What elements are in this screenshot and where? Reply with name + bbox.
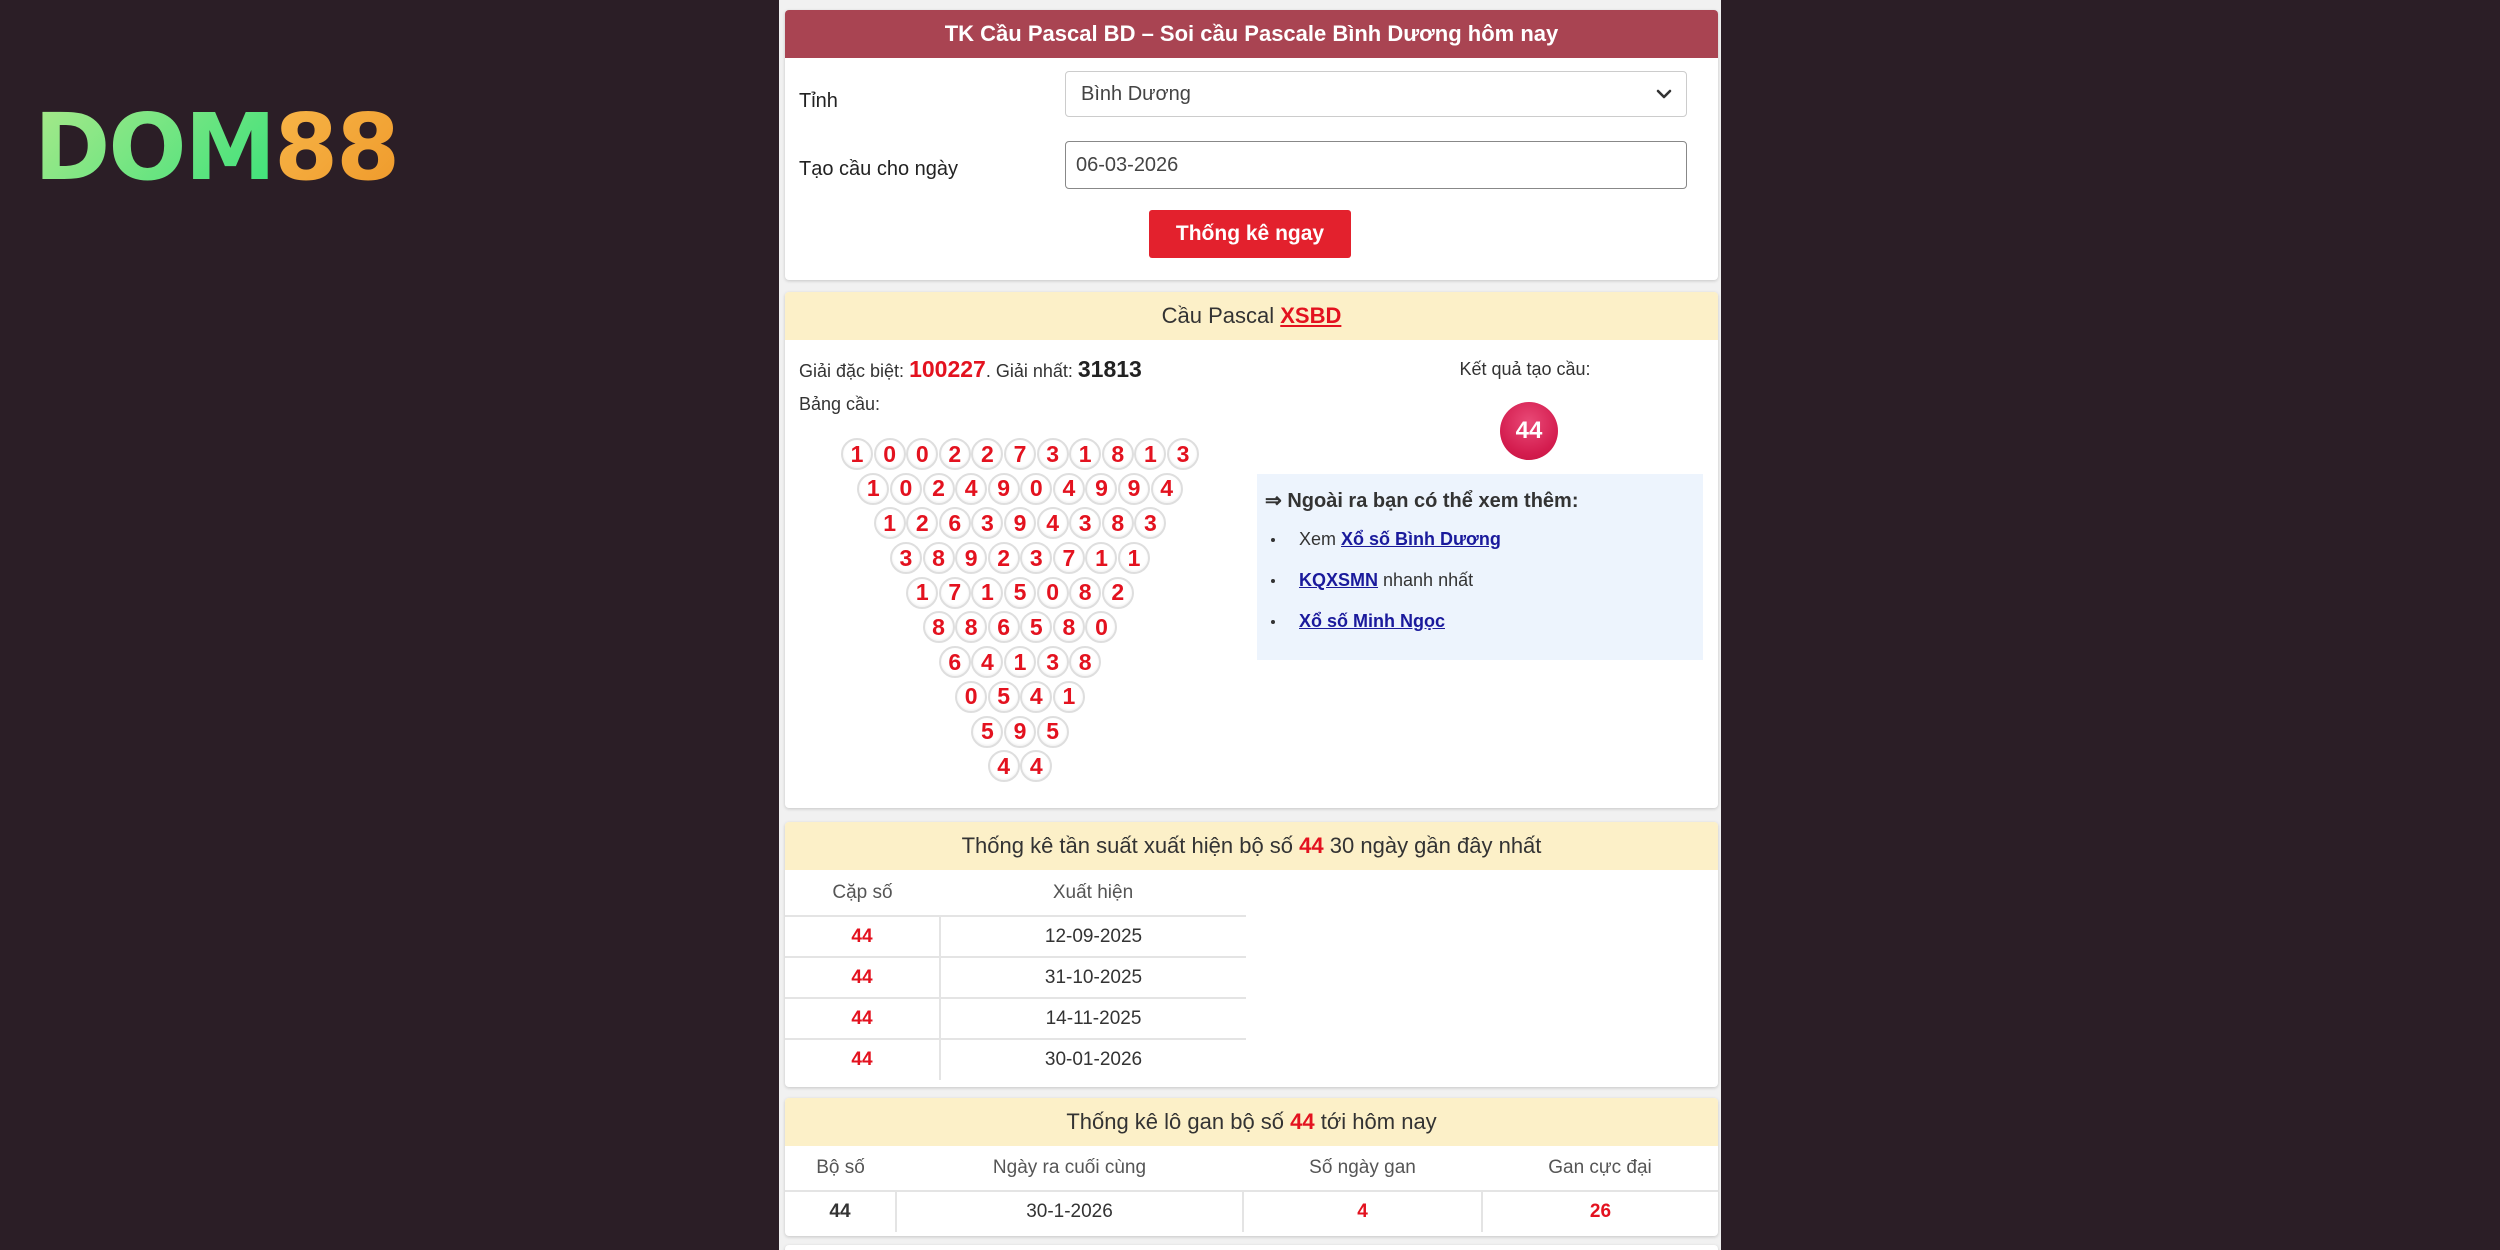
pascal-digit-ball: 0 <box>1037 577 1069 609</box>
pascal-heading <box>785 292 1718 340</box>
pascal-digit-ball: 8 <box>1053 611 1085 643</box>
pascal-digit-ball: 5 <box>988 681 1020 713</box>
result-number-badge: 44 <box>1500 402 1558 460</box>
date-cell: 14-11-2025 <box>940 998 1246 1039</box>
pascal-row <box>840 438 1200 473</box>
pascal-digit-ball: 4 <box>1037 507 1069 539</box>
result-label: Kết quả tạo cầu: <box>1459 359 1591 379</box>
frequency-heading-suffix: 30 ngày gần đây nhất <box>1329 833 1542 858</box>
pascal-digit-ball: 1 <box>841 438 873 470</box>
pascal-digit-ball: 1 <box>1134 438 1166 470</box>
pascal-digit-ball: 6 <box>939 646 971 678</box>
pascal-row <box>840 681 1200 716</box>
pascal-table-label: Bảng cầu: <box>799 394 881 414</box>
pascal-digit-ball: 4 <box>1053 473 1085 505</box>
pascal-digit-ball: 5 <box>1020 611 1052 643</box>
pair-cell: 44 <box>785 957 940 998</box>
pascal-digit-ball: 4 <box>1020 750 1052 782</box>
column-header: Ngày ra cuối cùng <box>896 1146 1243 1191</box>
date-input[interactable] <box>1065 141 1687 189</box>
pascal-digit-ball: 2 <box>988 542 1020 574</box>
submit-statistics-button[interactable]: Thống kê ngay <box>1149 210 1351 258</box>
pascal-digit-ball: 0 <box>1020 473 1052 505</box>
pascal-digit-ball: 1 <box>971 577 1003 609</box>
pascal-digit-ball: 9 <box>955 542 987 574</box>
pascal-digit-ball: 0 <box>955 681 987 713</box>
date-input-value: 06-03-2026 <box>1076 153 1179 176</box>
pascal-digit-ball: 8 <box>1069 646 1101 678</box>
pascal-digit-ball: 2 <box>971 438 1003 470</box>
pascal-digit-ball: 8 <box>955 611 987 643</box>
pascal-digit-ball: 8 <box>1102 507 1134 539</box>
first-prize-label: . Giải nhất: <box>985 361 1073 381</box>
pascal-row <box>840 611 1200 646</box>
pair-cell: 44 <box>785 1039 940 1080</box>
column-header: Gan cực đại <box>1482 1146 1718 1191</box>
pascal-digit-ball: 3 <box>971 507 1003 539</box>
pascal-digit-ball: 3 <box>1037 646 1069 678</box>
pascal-digit-ball: 9 <box>1004 507 1036 539</box>
frequency-heading <box>785 822 1718 870</box>
pascal-digit-ball: 8 <box>923 542 955 574</box>
pascal-row <box>840 716 1200 751</box>
pascal-digit-ball: 5 <box>1037 716 1069 748</box>
pascal-digit-ball: 2 <box>939 438 971 470</box>
table-row <box>785 1039 1246 1080</box>
see-more-item <box>1265 611 1695 652</box>
last-date-cell: 30-1-2026 <box>896 1191 1243 1232</box>
pascal-digit-ball: 8 <box>1102 438 1134 470</box>
pascal-digit-ball: 1 <box>1053 681 1085 713</box>
pascal-digit-ball: 3 <box>1020 542 1052 574</box>
frequency-card <box>785 822 1718 1087</box>
pascal-digit-ball: 0 <box>874 438 906 470</box>
pascal-digit-ball: 3 <box>1167 438 1199 470</box>
lo-gan-heading-suffix: tới hôm nay <box>1320 1109 1437 1134</box>
dom88-logo[interactable] <box>34 94 399 201</box>
see-more-prefix: Xem <box>1299 529 1342 549</box>
frequency-heading-prefix: Thống kê tần suất xuất hiện bộ số <box>961 833 1294 858</box>
pascal-digit-ball: 5 <box>971 716 1003 748</box>
pascal-digit-ball: 3 <box>1134 507 1166 539</box>
logo-text-dom: DOM <box>34 94 275 201</box>
see-more-title: ⇒ Ngoài ra bạn có thể xem thêm: <box>1265 490 1579 512</box>
pascal-digit-ball: 2 <box>1102 577 1134 609</box>
column-header: Số ngày gan <box>1243 1146 1482 1191</box>
max-gan-cell: 26 <box>1589 1201 1612 1222</box>
pascal-digit-ball: 7 <box>1004 438 1036 470</box>
pascal-digit-ball: 8 <box>923 611 955 643</box>
pascal-digit-ball: 9 <box>1085 473 1117 505</box>
pascal-digit-ball: 4 <box>988 750 1020 782</box>
pascal-digit-ball: 6 <box>988 611 1020 643</box>
special-prize-label: Giải đặc biệt: <box>799 361 905 381</box>
frequency-heading-number: 44 <box>1299 833 1324 858</box>
pascal-row <box>840 507 1200 542</box>
see-more-item <box>1265 570 1695 611</box>
pascal-digit-ball: 3 <box>890 542 922 574</box>
first-prize-value: 31813 <box>1077 356 1142 382</box>
pascal-digit-ball: 4 <box>955 473 987 505</box>
pascal-row <box>840 646 1200 681</box>
lo-gan-heading-prefix: Thống kê lô gan bộ số <box>1066 1109 1285 1134</box>
table-header-row <box>785 1146 1718 1191</box>
pascal-form-card <box>785 10 1718 280</box>
pascal-digit-ball: 2 <box>906 507 938 539</box>
pascal-digit-ball: 1 <box>874 507 906 539</box>
pascal-heading-text: Cầu Pascal <box>1161 303 1275 328</box>
lo-gan-heading <box>785 1098 1718 1146</box>
pascal-row <box>840 577 1200 612</box>
pascal-digit-ball: 1 <box>857 473 889 505</box>
pascal-digit-ball: 7 <box>939 577 971 609</box>
table-row <box>785 1191 1718 1232</box>
pascal-digit-ball: 4 <box>1020 681 1052 713</box>
pascal-digit-ball: 1 <box>1069 438 1101 470</box>
pair-cell: 44 <box>785 998 940 1039</box>
pascal-digit-ball: 0 <box>890 473 922 505</box>
pascal-digit-ball: 1 <box>1004 646 1036 678</box>
column-header: Bộ số <box>785 1146 896 1191</box>
frequency-table <box>785 870 1246 1080</box>
lo-gan-table <box>785 1146 1718 1232</box>
pascal-digit-ball: 1 <box>1085 542 1117 574</box>
gan-days-cell: 4 <box>1243 1191 1482 1232</box>
pascal-row <box>840 542 1200 577</box>
pascal-digit-ball: 0 <box>906 438 938 470</box>
xo-so-minh-ngoc-link[interactable]: Xổ số Minh Ngọc <box>1299 611 1445 631</box>
pascal-digit-ball: 5 <box>1004 577 1036 609</box>
see-more-box <box>1257 474 1703 660</box>
pascal-digit-ball: 4 <box>1151 473 1183 505</box>
date-label: Tạo cầu cho ngày <box>799 158 958 180</box>
pascal-digit-ball: 3 <box>1037 438 1069 470</box>
next-card-edge <box>785 1245 1718 1250</box>
number-cell: 44 <box>785 1191 896 1232</box>
pascal-digit-ball: 7 <box>1053 542 1085 574</box>
content-column <box>779 0 1721 1250</box>
table-row <box>785 998 1246 1039</box>
pascal-digit-ball: 8 <box>1069 577 1101 609</box>
xsbd-link[interactable]: XSBD <box>1280 303 1342 328</box>
kqxsmn-link[interactable]: KQXSMN <box>1299 570 1379 590</box>
see-more-item <box>1265 529 1695 570</box>
special-prize-value: 100227 <box>909 356 986 382</box>
pascal-digit-ball: 6 <box>939 507 971 539</box>
pascal-row <box>840 473 1200 508</box>
province-label: Tỉnh <box>799 90 838 112</box>
chevron-down-icon <box>1654 84 1674 104</box>
pascal-digit-ball: 1 <box>906 577 938 609</box>
province-select[interactable] <box>1065 71 1687 117</box>
pascal-digit-ball: 9 <box>1118 473 1150 505</box>
table-row <box>785 916 1246 957</box>
pascal-digit-ball: 2 <box>923 473 955 505</box>
table-row <box>785 957 1246 998</box>
page-title: TK Cầu Pascal BD – Soi cầu Pascale Bình Dương hôm nay <box>785 10 1718 58</box>
pascal-result-card <box>785 292 1718 808</box>
xo-so-binh-duong-link[interactable]: Xổ số Bình Dương <box>1341 529 1501 549</box>
date-cell: 31-10-2025 <box>940 957 1246 998</box>
pascal-triangle <box>840 438 1200 785</box>
prize-line <box>799 356 1142 383</box>
pascal-digit-ball: 1 <box>1118 542 1150 574</box>
pascal-row <box>840 750 1200 785</box>
pair-cell: 44 <box>785 916 940 957</box>
column-header: Xuất hiện <box>940 870 1246 916</box>
date-cell: 12-09-2025 <box>940 916 1246 957</box>
pascal-digit-ball: 9 <box>1004 716 1036 748</box>
lo-gan-card <box>785 1098 1718 1236</box>
table-header-row <box>785 870 1246 916</box>
see-more-list <box>1265 529 1695 652</box>
column-header: Cặp số <box>785 870 940 916</box>
pascal-digit-ball: 0 <box>1085 611 1117 643</box>
date-cell: 30-01-2026 <box>1044 1049 1143 1070</box>
lo-gan-heading-number: 44 <box>1290 1109 1315 1134</box>
logo-text-88: 88 <box>274 94 399 201</box>
province-select-value: Bình Dương <box>1081 82 1191 105</box>
pascal-digit-ball: 3 <box>1069 507 1101 539</box>
pascal-digit-ball: 4 <box>971 646 1003 678</box>
see-more-suffix: nhanh nhất <box>1378 570 1474 590</box>
pascal-digit-ball: 9 <box>988 473 1020 505</box>
